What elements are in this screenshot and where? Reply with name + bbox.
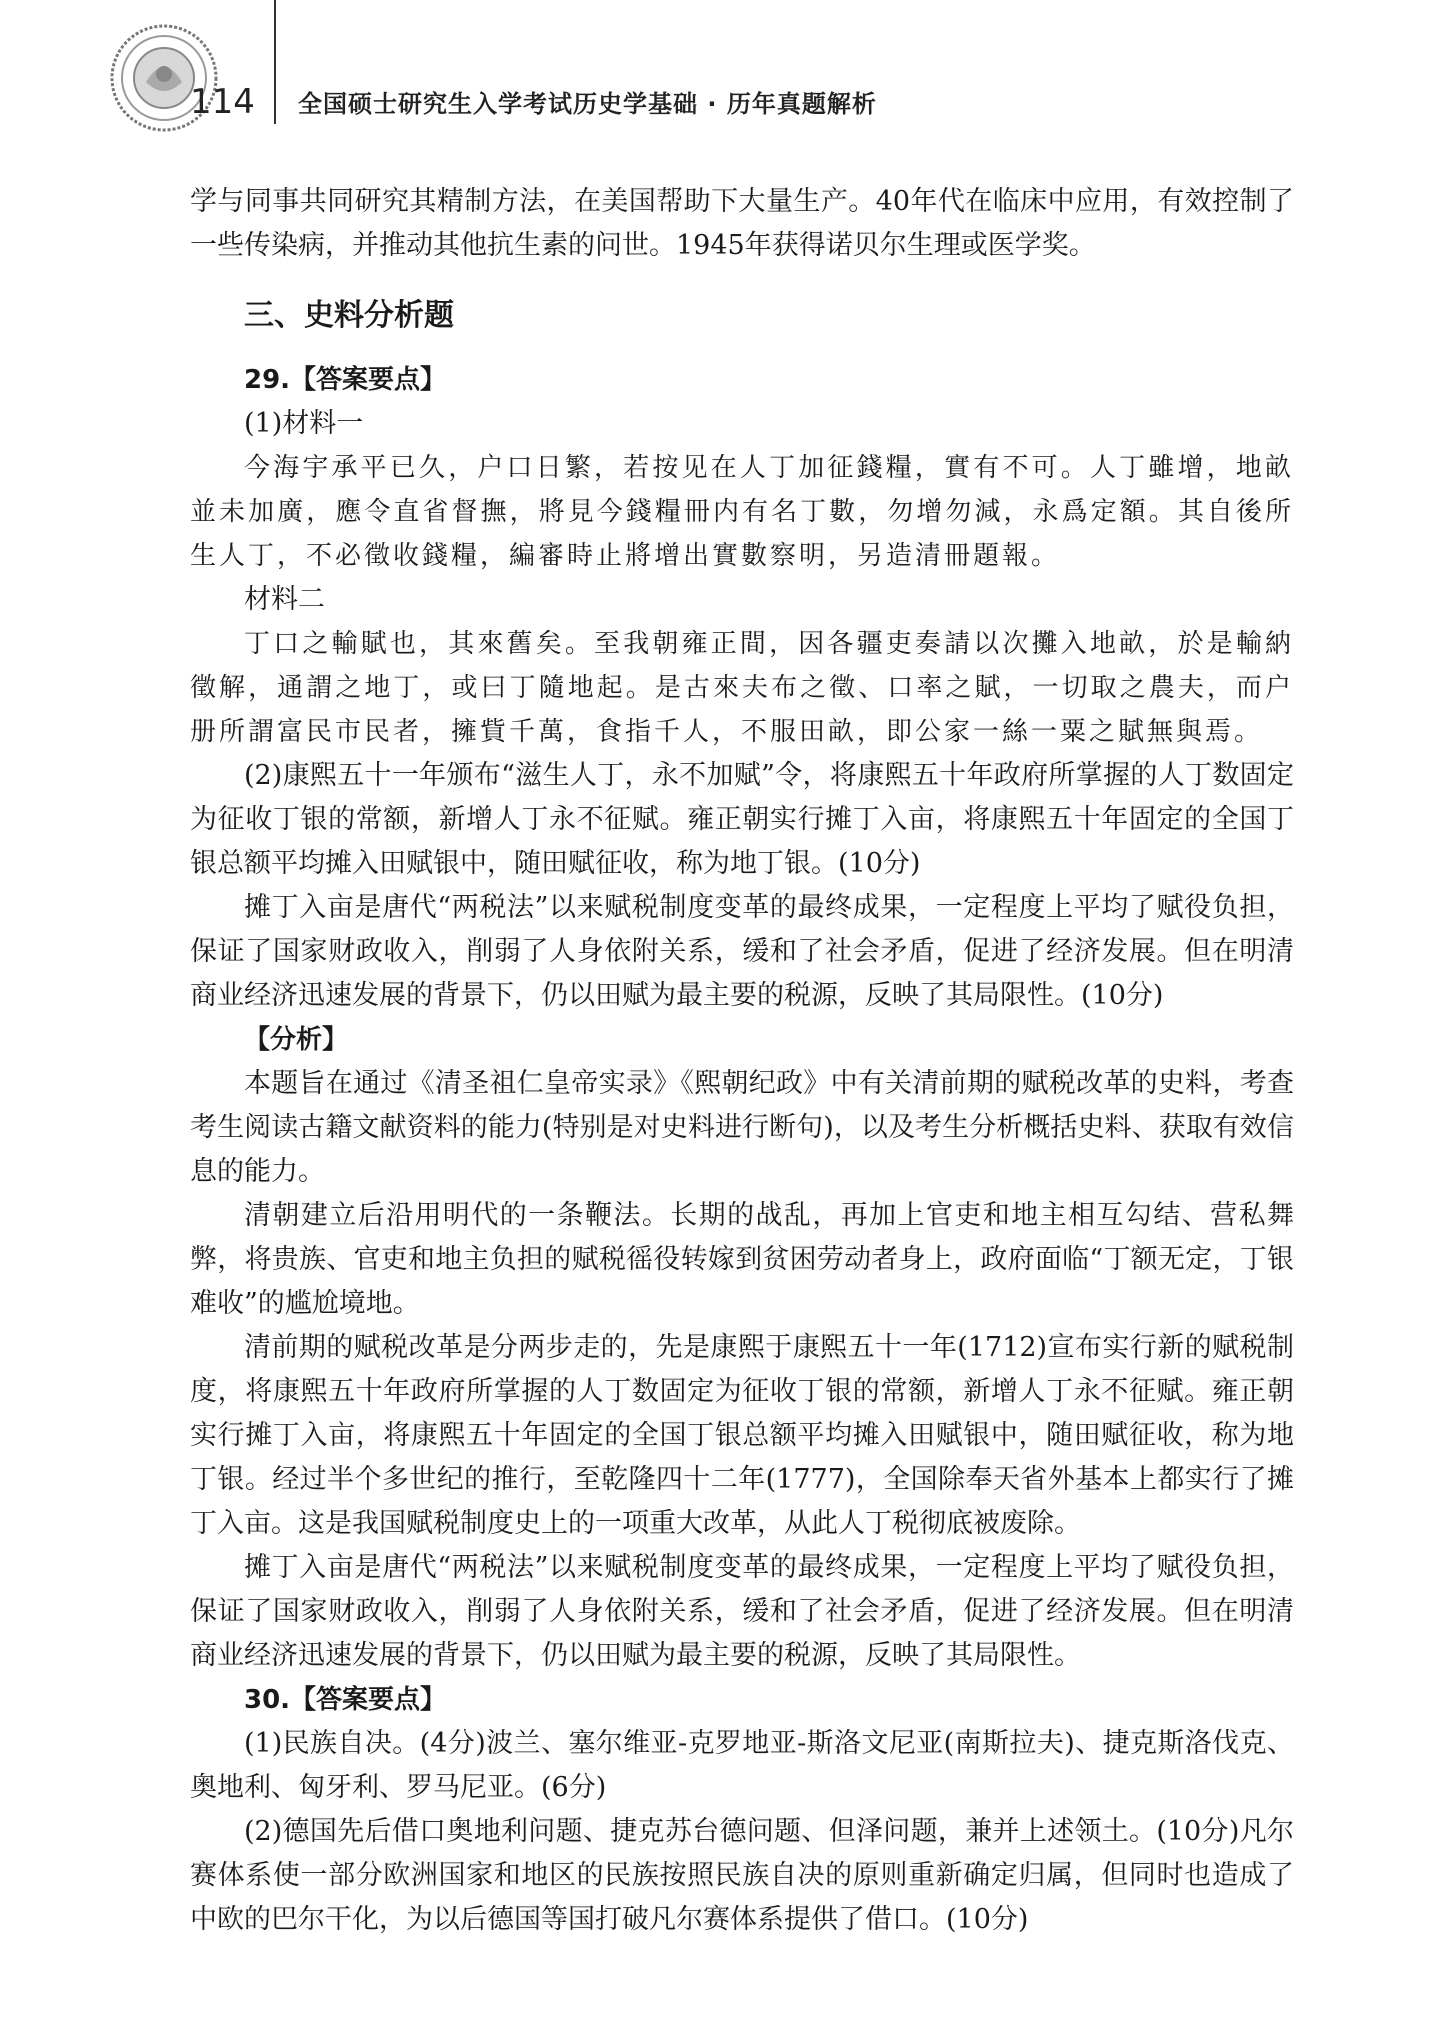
page-number: 114	[190, 82, 255, 122]
q29-answer-2-p1: (2)康熙五十一年颁布“滋生人丁，永不加赋”令，将康熙五十年政府所掌握的人丁数固定为征收丁银的常额，新增人丁永不征赋。雍正朝实行摊丁入亩，将康熙五十年固定的全国丁银总额平均摊入田赋银中，随田赋征收，称为地丁银。(10分)	[190, 760, 1294, 879]
section-title: 三、史料分析题	[244, 298, 454, 333]
intro-paragraph: 学与同事共同研究其精制方法，在美国帮助下大量生产。40年代在临床中应用，有效控制了一些传染病，并推动其他抗生素的问世。1945年获得诺贝尔生理或医学奖。	[190, 186, 1294, 261]
q29-material-1-text: 今海宇承平已久，户口日繁，若按见在人丁加征錢糧，實有不可。人丁雖增，地畝並未加廣，應令直省督撫，將見今錢糧冊内有名丁數，勿增勿減，永爲定額。其自後所生人丁，不必徵收錢糧，編審時止將增出實數察明，另造清冊題報。	[190, 453, 1294, 571]
running-title: 全国硕士研究生入学考试历史学基础 · 历年真题解析	[298, 90, 877, 118]
page-header	[0, 0, 1434, 140]
q29-material-2-text: 丁口之輸賦也，其來舊矣。至我朝雍正間，因各疆吏奏請以次攤入地畝，於是輸納徵解，通謂之地丁，或曰丁隨地起。是古來夫布之徵、口率之賦，一切取之農夫，而户册所謂富民市民者，擁貲千萬，食指千人，不服田畝，即公家一絲一粟之賦無與焉。	[190, 629, 1294, 747]
header-divider	[274, 0, 276, 124]
q29-analysis-p4: 摊丁入亩是唐代“两税法”以来赋税制度变革的最终成果，一定程度上平均了赋役负担，保证了国家财政收入，削弱了人身依附关系，缓和了社会矛盾，促进了经济发展。但在明清商业经济迅速发展的背景下，仍以田赋为最主要的税源，反映了其局限性。	[190, 1552, 1294, 1671]
q29-analysis-p2: 清朝建立后沿用明代的一条鞭法。长期的战乱，再加上官吏和地主相互勾结、营私舞弊，将贵族、官吏和地主负担的赋税徭役转嫁到贫困劳动者身上，政府面临“丁额无定，丁银难收”的尴尬境地。	[190, 1200, 1294, 1319]
q29-answer-2-p2: 摊丁入亩是唐代“两税法”以来赋税制度变革的最终成果，一定程度上平均了赋役负担，保证了国家财政收入，削弱了人身依附关系，缓和了社会矛盾，促进了经济发展。但在明清商业经济迅速发展的背景下，仍以田赋为最主要的税源，反映了其局限性。(10分)	[190, 892, 1294, 1011]
q30-heading: 30.【答案要点】	[244, 1685, 447, 1715]
q29-analysis-p1: 本题旨在通过《清圣祖仁皇帝实录》《熙朝纪政》中有关清前期的赋税改革的史料，考查考生阅读古籍文献资料的能力(特别是对史料进行断句)，以及考生分析概括史料、获取有效信息的能力。	[190, 1068, 1294, 1187]
q29-material-2-label: 材料二	[244, 584, 325, 615]
q29-heading: 29.【答案要点】	[244, 365, 447, 395]
q30-answer-2: (2)德国先后借口奥地利问题、捷克苏台德问题、但泽问题，兼并上述领土。(10分)凡尔赛体系使一部分欧洲国家和地区的民族按照民族自决的原则重新确定归属，但同时也造成了中欧的巴尔干化，为以后德国等国打破凡尔赛体系提供了借口。(10分)	[190, 1816, 1294, 1935]
q29-material-1-label: (1)材料一	[244, 408, 364, 439]
q30-answer-1: (1)民族自决。(4分)波兰、塞尔维亚-克罗地亚-斯洛文尼亚(南斯拉夫)、捷克斯洛伐克、奥地利、匈牙利、罗马尼亚。(6分)	[190, 1728, 1294, 1803]
page-body	[190, 180, 1294, 1942]
q29-analysis-heading: 【分析】	[244, 1025, 349, 1055]
q29-analysis-p3: 清前期的赋税改革是分两步走的，先是康熙于康熙五十一年(1712)宣布实行新的赋税制度，将康熙五十年政府所掌握的人丁数固定为征收丁银的常额，新增人丁永不征赋。雍正朝实行摊丁入亩，将康熙五十年固定的全国丁银总额平均摊入田赋银中，随田赋征收，称为地丁银。经过半个多世纪的推行，至乾隆四十二年(1777)，全国除奉天省外基本上都实行了摊丁入亩。这是我国赋税制度史上的一项重大改革，从此人丁税彻底被废除。	[190, 1332, 1294, 1539]
